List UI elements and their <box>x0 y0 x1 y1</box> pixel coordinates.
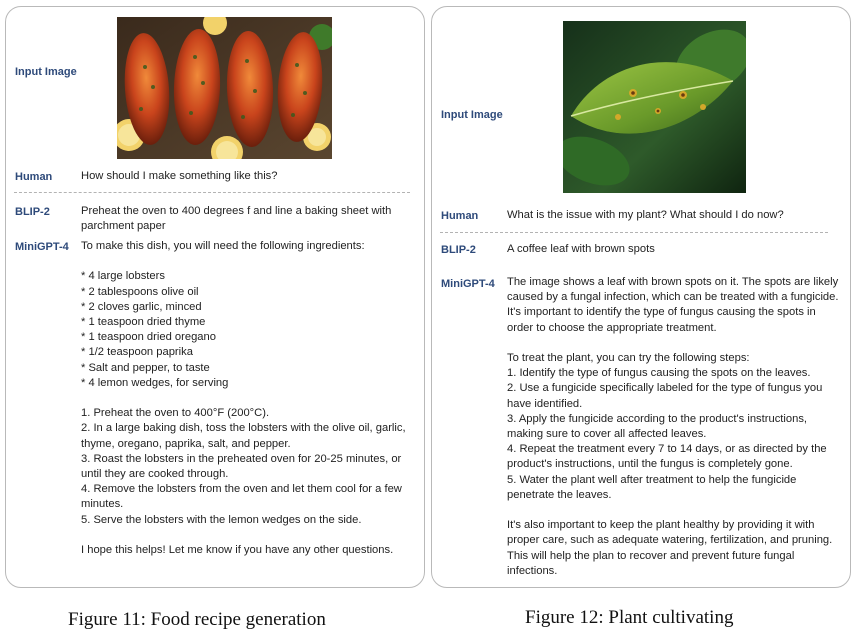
blip2-label: BLIP-2 <box>15 206 50 218</box>
minigpt4-label: MiniGPT-4 <box>15 241 69 253</box>
minigpt4-response-text: To make this dish, you will need the following ingredients: * 4 large lobsters * 2 tablespoons olive oil * 2 cloves garlic, minced * 1 teaspoon dried thyme * 1 teaspoon dried oregano * 1/2 teaspoon paprika * Salt and pepper, to taste * 4 lemon wedges, for serving 1. Preheat the oven to 400°F (200°C). 2. In a large baking dish, toss the lobsters with the olive oil, garlic, thyme, oregano, paprika, salt, and pepper. 3. Roast the lobsters in the preheated oven for 20-25 minutes, or until they are cooked through. 4. Remove the lobsters from the oven and let them cool for a few minutes. 5. Serve the lobsters with the lemon wedges on the side. I hope this helps! Let me know if you have any other questions. <box>81 240 406 557</box>
minigpt4-response-text: The image shows a leaf with brown spots on it. The spots are likely caused by a fungal infection, which can be treated with a fungicide. It's important to identify the type of fungus causing the spots in order to choose the appropriate treatment. To treat the plant, you can try the following steps: 1. Identify the type of fungus causing the spots on the leaves. 2. Use a fungicide specifically labeled for the type of fungus you have identified. 3. Apply the fungicide according to the product's instructions, making sure to cover all affected leaves. 4. Repeat the treatment every 7 to 14 days, or as directed by the product's instructions, until the fungus is completely gone. 5. Water the plant well after treatment to help the fungicide penetrate the leaves. It's also important to keep the plant healthy by providing it with proper care, such as adequate watering, fertilization, and pruning. This will help the plan to recover and prevent future fungal infections. <box>507 276 839 577</box>
blip2-response-text: A coffee leaf with brown spots <box>507 243 655 255</box>
figure-12-caption: Figure 12: Plant cultivating <box>525 607 734 628</box>
figure-11-caption: Figure 11: Food recipe generation <box>68 609 326 630</box>
minigpt4-label: MiniGPT-4 <box>441 278 495 290</box>
human-prompt-text: How should I make something like this? <box>81 170 278 182</box>
input-image-label: Input Image <box>15 66 77 78</box>
human-prompt-text: What is the issue with my plant? What should I do now? <box>507 209 784 221</box>
lobster-dish-image <box>117 17 332 159</box>
input-image-label: Input Image <box>441 109 503 121</box>
blip2-label: BLIP-2 <box>441 244 476 256</box>
dashed-divider <box>440 232 828 233</box>
dashed-divider <box>14 192 410 193</box>
coffee-leaf-image <box>563 21 746 193</box>
human-label: Human <box>15 171 53 183</box>
blip2-response-text: Preheat the oven to 400 degrees f and line a baking sheet with parchment paper <box>81 205 392 233</box>
human-label: Human <box>441 210 479 222</box>
